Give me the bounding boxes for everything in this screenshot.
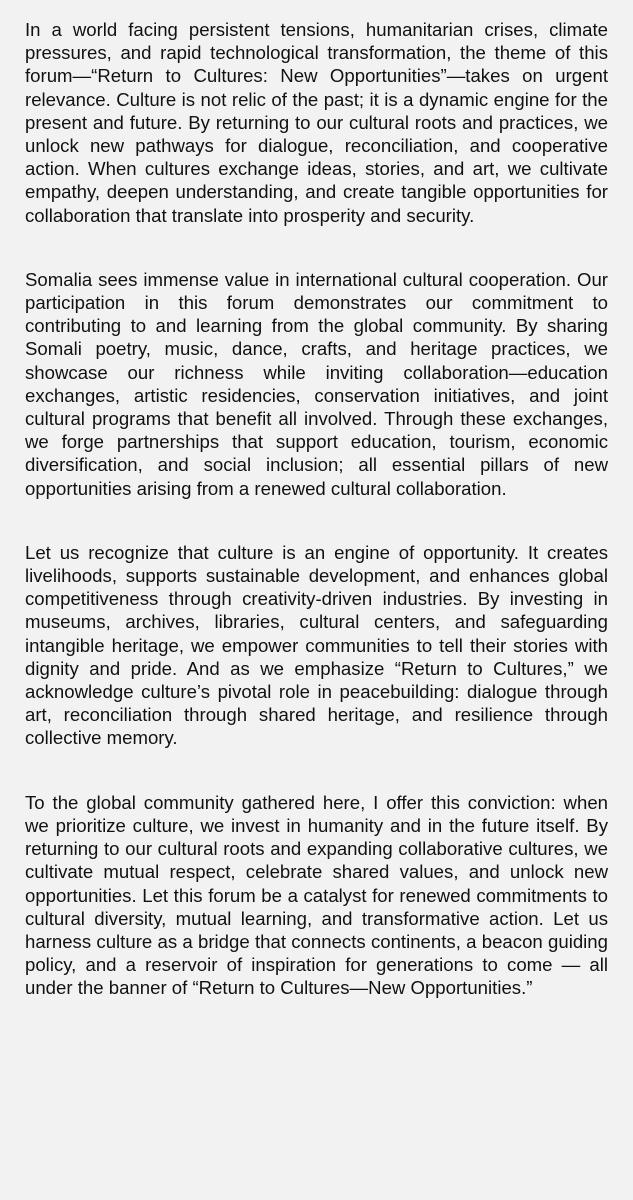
- paragraph-closing-conviction: To the global community gathered here, I offer this conviction: when we prioritize culture, we invest in humanity and in the future itself. By returning to our cultural roots and expanding collaborative cultures, we cultivate mutual respect, celebrate shared values, and unlock new opportunities. Let this forum be a catalyst for renewed commitments to cultural diversity, mutual learning, and transformative action. Let us harness culture as a bridge that connects continents, a beacon guiding policy, and a reservoir of inspiration for generations to come — all under the banner of “Return to Cultures—New Opportunities.”: [25, 791, 608, 999]
- paragraph-return-to-cultures-theme: In a world facing persistent tensions, humanitarian crises, climate pressures, and rapid technological transformation, the theme of this forum—“Return to Cultures: New Opportunities”—takes on urgent relevance. Culture is not relic of the past; it is a dynamic engine for the present and future. By returning to our cultural roots and practices, we unlock new pathways for dialogue, reconciliation, and cooperative action. When cultures exchange ideas, stories, and art, we cultivate empathy, deepen understanding, and create tangible opportunities for collaboration that translate into prosperity and security.: [25, 19, 608, 226]
- paragraph-somalia-cooperation: Somalia sees immense value in international cultural cooperation. Our participation in this forum demonstrates our commitment to contributing to and learning from the global community. By sharing Somali poetry, music, dance, crafts, and heritage practices, we showcase our richness while inviting collaboration—education exchanges, artistic residencies, conservation initiatives, and joint cultural programs that benefit all involved. Through these exchanges, we forge partnerships that support education, tourism, economic diversification, and social inclusion; all essential pillars of new opportunities arising from a renewed cultural collaboration.: [25, 268, 608, 499]
- paragraph-culture-engine-of-opportunity: Let us recognize that culture is an engine of opportunity. It creates livelihoods, supports sustainable development, and enhances global competitiveness through creativity-driven industries. By investing in museums, archives, libraries, cultural centers, and safeguarding intangible heritage, we empower communities to tell their stories with dignity and pride. And as we emphasize “Return to Cultures,” we acknowledge culture’s pivotal role in peacebuilding: dialogue through art, reconciliation through shared heritage, and resilience through collective memory.: [25, 541, 608, 749]
